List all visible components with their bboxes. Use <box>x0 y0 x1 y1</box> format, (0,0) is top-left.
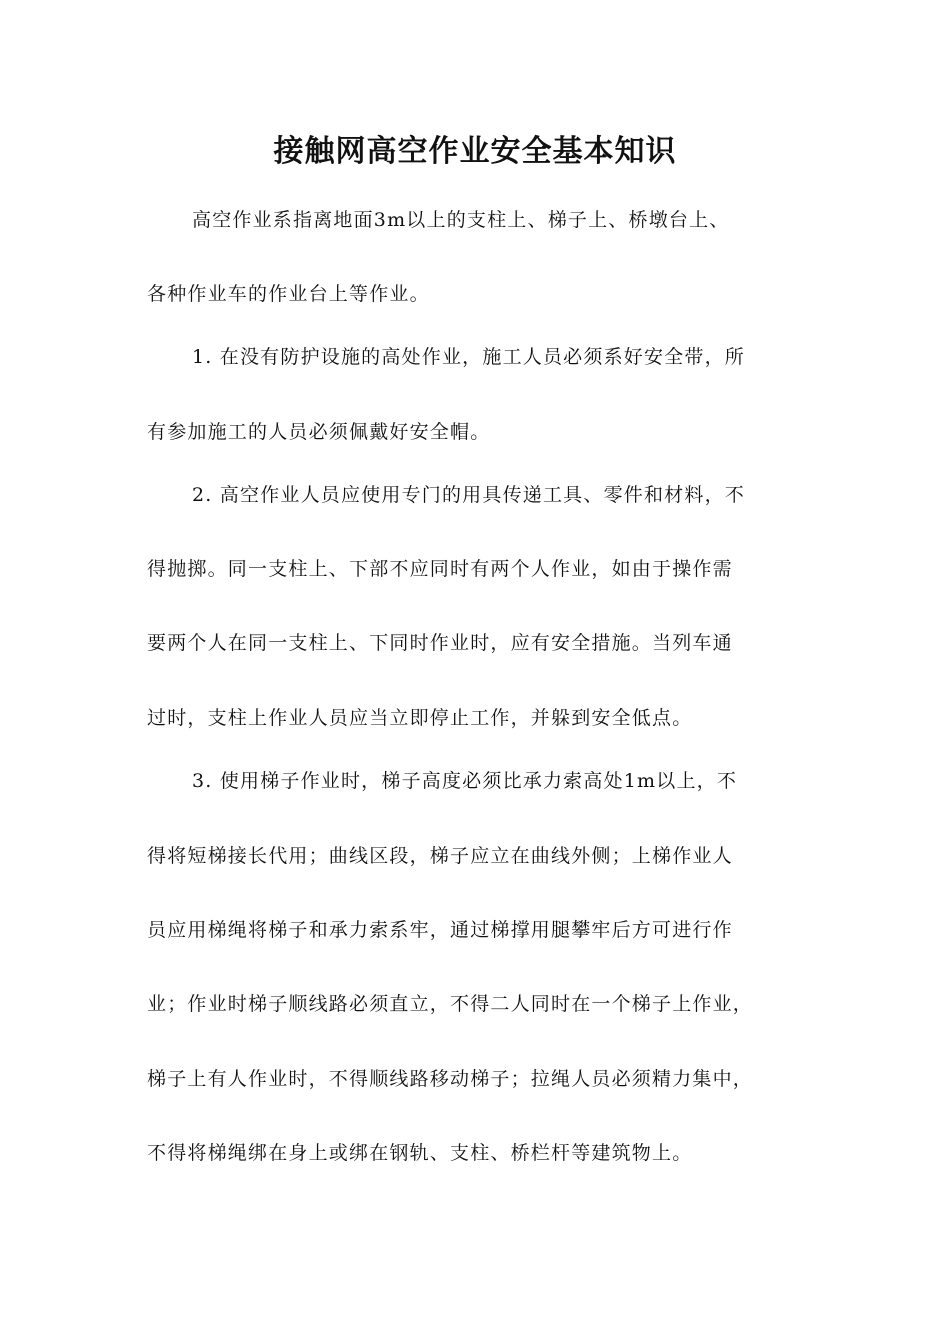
paragraph-line: 过时，支柱上作业人员应当立即停止工作，并躲到安全低点。 <box>147 707 693 729</box>
paragraph-line: 得抛掷。同一支柱上、下部不应同时有两个人作业，如由于操作需 <box>147 558 733 580</box>
document-title: 接触网高空作业安全基本知识 <box>273 134 677 169</box>
paragraph-line: 员应用梯绳将梯子和承力索系牢，通过梯撑用腿攀牢后方可进行作 <box>147 919 733 941</box>
paragraph-line: 要两个人在同一支柱上、下同时作业时，应有安全措施。当列车通 <box>147 632 733 654</box>
paragraph-line: 1. 在没有防护设施的高处作业，施工人员必须系好安全带，所 <box>192 346 745 368</box>
paragraph-line: 梯子上有人作业时，不得顺线路移动梯子；拉绳人员必须精力集中， <box>147 1068 754 1090</box>
paragraph-line: 有参加施工的人员必须佩戴好安全帽。 <box>147 421 491 443</box>
paragraph-line: 高空作业系指离地面3m以上的支柱上、梯子上、桥墩台上、 <box>192 209 730 231</box>
paragraph-line: 2. 高空作业人员应使用专门的用具传递工具、零件和材料，不 <box>192 484 745 506</box>
paragraph-line: 不得将梯绳绑在身上或绑在钢轨、支柱、桥栏杆等建筑物上。 <box>147 1142 693 1164</box>
paragraph-line: 得将短梯接长代用；曲线区段，梯子应立在曲线外侧；上梯作业人 <box>147 845 733 867</box>
paragraph-line: 3. 使用梯子作业时，梯子高度必须比承力索高处1m以上，不 <box>192 770 738 792</box>
paragraph-line: 业；作业时梯子顺线路必须直立，不得二人同时在一个梯子上作业， <box>147 993 754 1015</box>
paragraph-line: 各种作业车的作业台上等作业。 <box>147 283 430 305</box>
